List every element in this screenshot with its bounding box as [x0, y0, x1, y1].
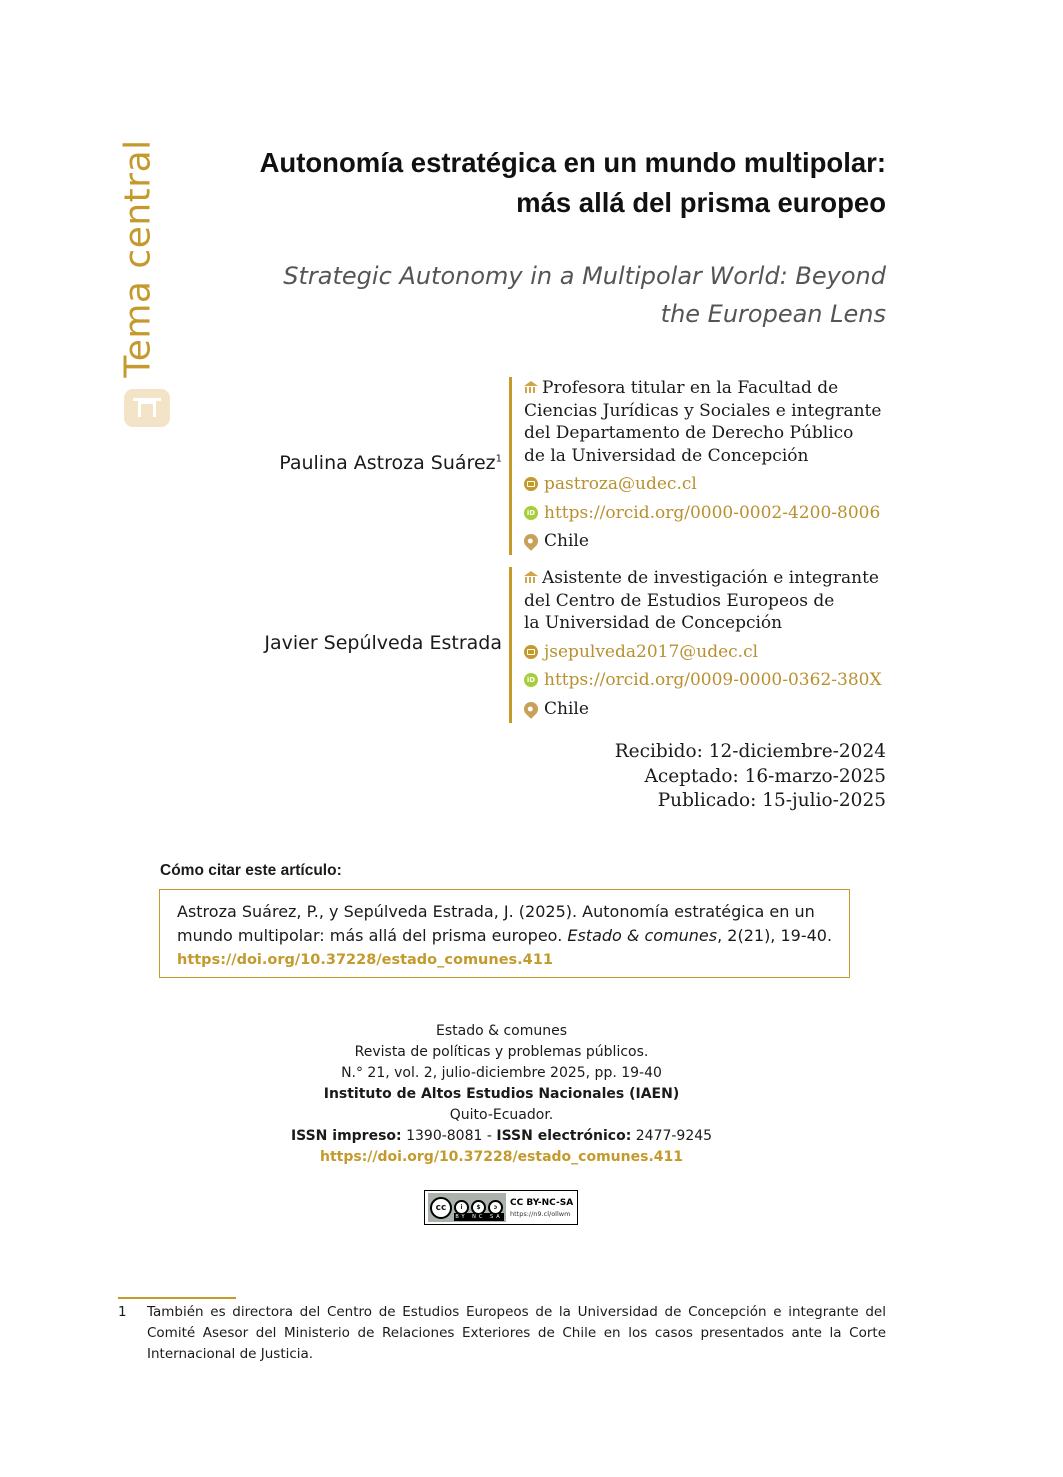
footnote-mark[interactable]: 1 [495, 453, 502, 465]
published-date: Publicado: 15-julio-2025 [657, 790, 886, 811]
orcid-icon [524, 506, 538, 520]
author-info [509, 567, 882, 723]
by-icon: i [454, 1200, 469, 1215]
orcid-link[interactable]: https://orcid.org/0009-0000-0362-380X [544, 670, 882, 690]
article-title [186, 143, 886, 223]
affiliation-line: Ciencias Jurídicas y Sociales e integrante [524, 400, 882, 421]
journal-info [0, 1021, 1003, 1168]
journal-issn: ISSN impreso: 1390-8081 - ISSN electrónico: 2477-9245 [290, 1128, 713, 1144]
orcid-icon [524, 673, 538, 687]
title-line-2: más allá del prisma europeo [516, 187, 886, 218]
journal-name: Estado & comunes [435, 1023, 568, 1039]
institution-icon [524, 381, 538, 393]
sa-icon: ↄ [488, 1200, 503, 1215]
footnote-text: También es directora del Centro de Estudios Europeos de la Universidad de Concepción e integrante del Comité Asesor del Ministerio de Relaciones Exteriores de Chile en los casos presentados ante la Corte Internacional de Justicia. [147, 1304, 886, 1362]
email-link[interactable]: jsepulveda2017@udec.cl [544, 641, 759, 662]
title-line-1: Autonomía estratégica en un mundo multipolar: [259, 147, 886, 178]
affiliation-line: la Universidad de Concepción [524, 613, 783, 633]
affiliation-line: Profesora titular en la Facultad de [524, 377, 881, 400]
location-pin-icon [521, 531, 541, 551]
footnote-separator [118, 1297, 236, 1299]
license-label: CC BY-NC-SA [510, 1197, 574, 1208]
citation-doi-link[interactable]: https://doi.org/10.37228/estado_comunes.411 [177, 952, 553, 968]
cc-icon: cc [430, 1197, 452, 1219]
section-label [112, 138, 164, 378]
cc-icons [428, 1193, 506, 1222]
country: Chile [544, 531, 589, 551]
affiliation-line: del Departamento de Derecho Público [524, 423, 854, 443]
journal-issue: N.° 21, vol. 2, julio-diciembre 2025, pp. 19-40 [341, 1065, 662, 1081]
institution-icon [524, 571, 538, 583]
citation-text-end: , 2(21), 19-40. [717, 926, 833, 945]
subtitle-line-2: the European Lens [660, 300, 886, 328]
article-subtitle [246, 257, 886, 333]
affiliation-line: del Centro de Estudios Europeos de [524, 590, 835, 611]
received-date: Recibido: 12-diciembre-2024 [614, 741, 886, 762]
citation-box [159, 889, 850, 978]
author-name: Paulina Astroza Suárez$^1$ [279, 452, 502, 474]
cc-license-badge[interactable] [424, 1190, 578, 1225]
journal-institute: Instituto de Altos Estudios Nacionales (IAEN) [323, 1086, 680, 1102]
section-label-text: Tema central [117, 138, 159, 378]
journal-location: Quito-Ecuador. [449, 1107, 554, 1123]
journal-doi-link[interactable]: https://doi.org/10.37228/estado_comunes.411 [320, 1149, 683, 1165]
author-info [509, 377, 881, 555]
footnote [118, 1302, 886, 1365]
journal-description: Revista de políticas y problemas públicos. [354, 1044, 649, 1060]
mail-icon [524, 645, 538, 659]
affiliation-line: de la Universidad de Concepción [524, 445, 809, 466]
footnote-number: 1 [118, 1304, 127, 1320]
citation-journal: Estado & comunes [567, 926, 718, 945]
orcid-link[interactable]: https://orcid.org/0000-0002-4200-8006 [544, 502, 881, 523]
author-name: Javier Sepúlveda Estrada [264, 632, 502, 654]
journal-logo-icon [124, 389, 170, 427]
affiliation-line: Asistente de investigación e integrante [524, 567, 882, 590]
license-url[interactable]: https://n9.cl/ollwm [510, 1209, 571, 1218]
nc-icon: $ [471, 1200, 486, 1215]
country: Chile [544, 698, 589, 719]
location-pin-icon [521, 699, 541, 719]
accepted-date: Aceptado: 16-marzo-2025 [644, 765, 886, 787]
cc-strip-label: BY NC SA [455, 1214, 503, 1220]
citation-heading: Cómo citar este artículo: [160, 862, 342, 879]
mail-icon [524, 477, 538, 491]
email-link[interactable]: pastroza@udec.cl [544, 474, 697, 494]
citation-text: Astroza Suárez, P., y Sepúlveda Estrada, J. (2025). Autonomía estratégica en un mundo multipolar: más allá del prisma europeo. [177, 902, 815, 945]
subtitle-line-1: Strategic Autonomy in a Multipolar World: Beyond [283, 262, 886, 290]
publication-dates [615, 740, 886, 814]
